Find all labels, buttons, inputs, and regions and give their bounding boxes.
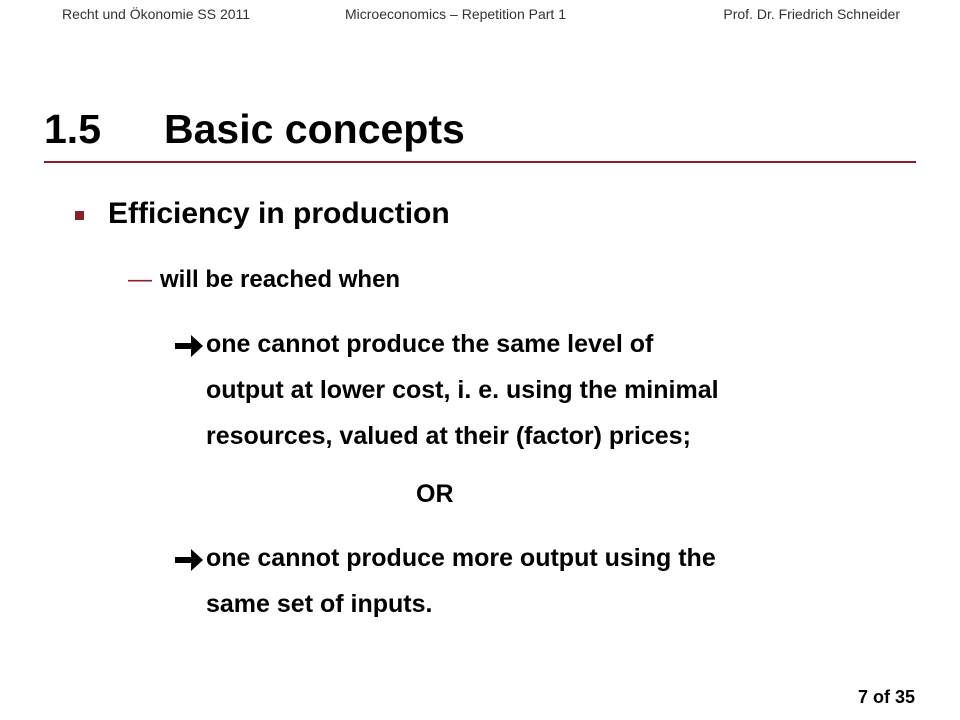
arrow-point-1 <box>172 326 719 459</box>
section-number: 1.5 <box>44 106 101 152</box>
arrow-point-1-text: one cannot produce the same level of output at lower cost, i. e. using the minimal resources, valued at their (factor) prices; <box>206 330 719 450</box>
square-bullet-icon <box>75 211 84 220</box>
header-topic: Microeconomics – Repetition Part 1 <box>345 6 566 22</box>
right-arrow-icon <box>172 329 206 363</box>
bullet-heading: Efficiency in production <box>108 197 450 230</box>
arrow-point-2 <box>172 540 716 627</box>
section-title: Basic concepts <box>164 106 465 152</box>
em-dash-icon: — <box>128 266 152 293</box>
header-author: Prof. Dr. Friedrich Schneider <box>723 6 900 22</box>
bullet-efficiency <box>75 197 450 231</box>
sub-bullet-text: will be reached when <box>160 266 401 293</box>
slide-title <box>44 106 465 153</box>
page-number: 7 of 35 <box>857 687 915 707</box>
arrow-point-2-text: one cannot produce more output using the same set of inputs. <box>206 544 716 618</box>
title-divider <box>44 161 916 163</box>
sub-bullet <box>128 266 400 294</box>
right-arrow-icon <box>172 543 206 577</box>
header-course: Recht und Ökonomie SS 2011 <box>62 6 251 22</box>
or-separator: OR <box>416 480 454 508</box>
